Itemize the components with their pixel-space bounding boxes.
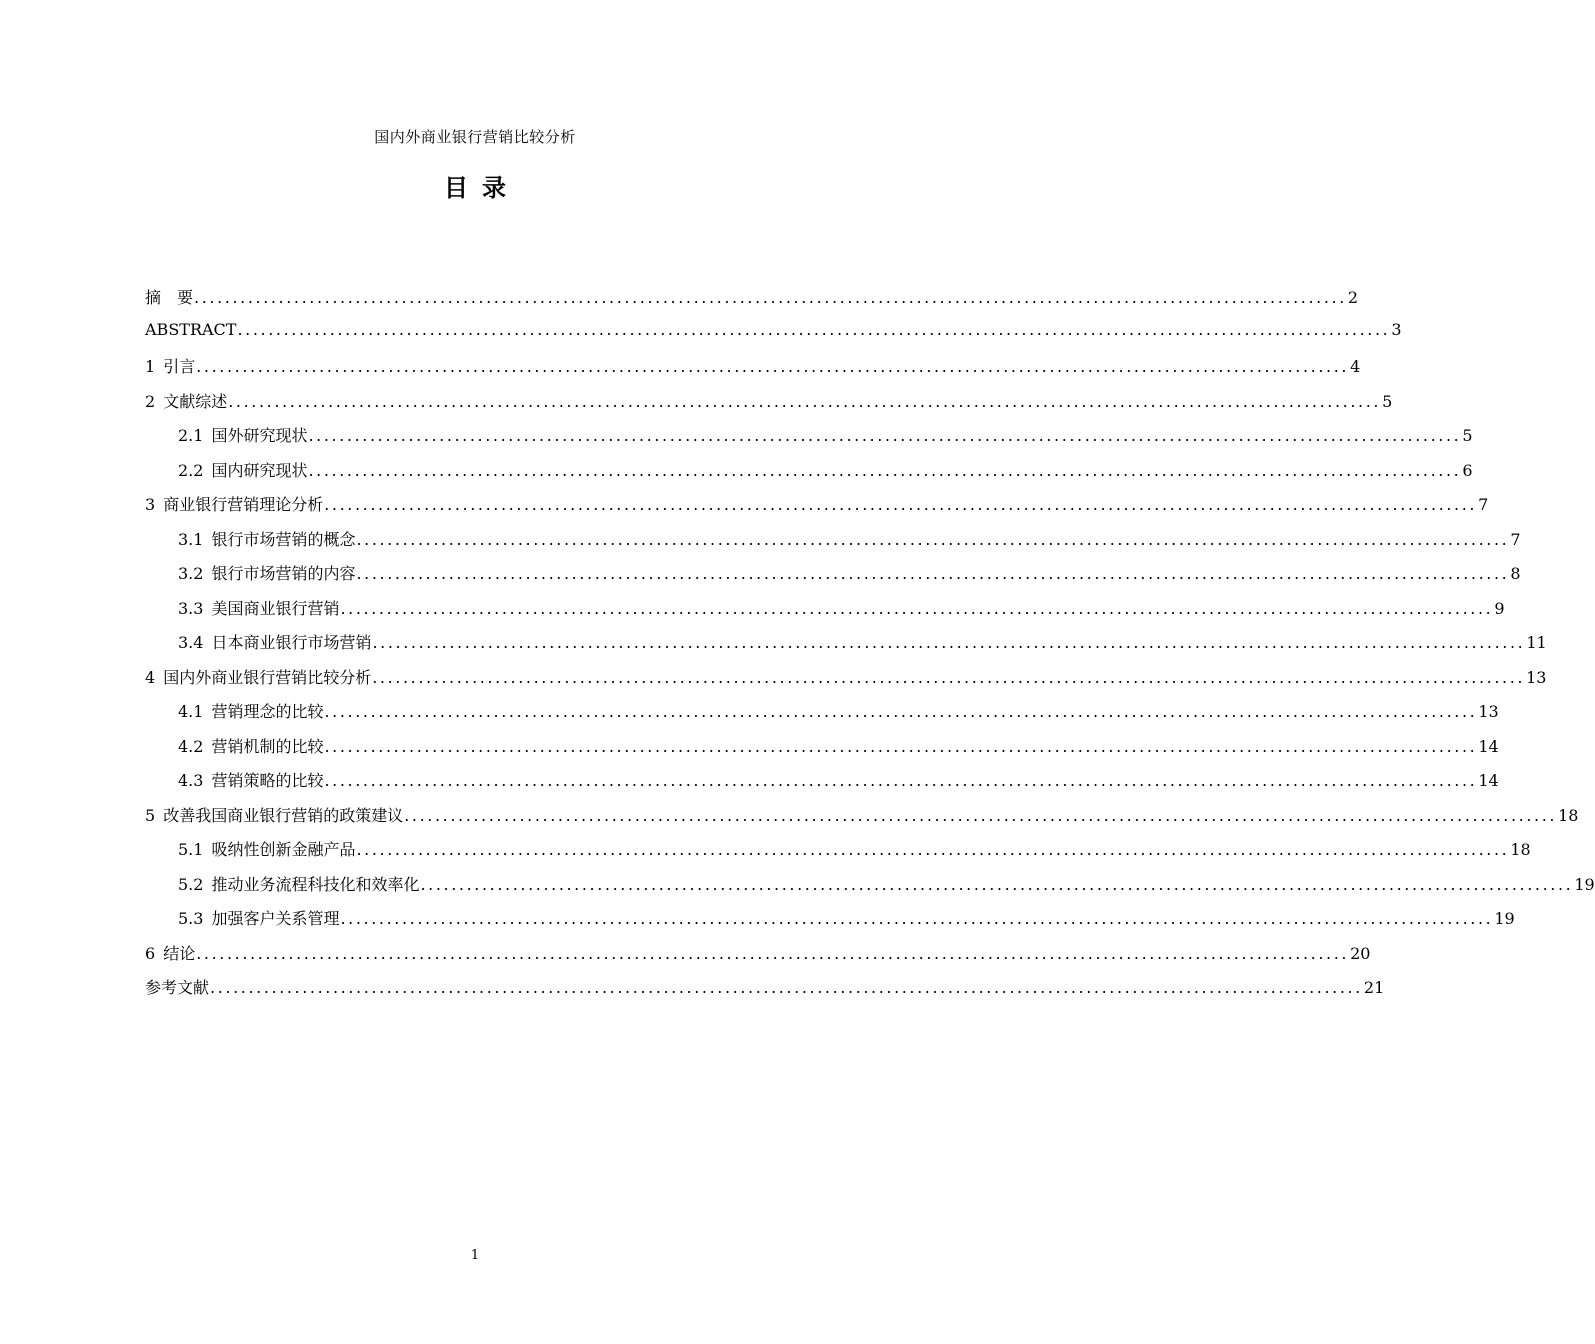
- toc-entry-page: 21: [1363, 978, 1385, 997]
- toc-entry[interactable]: [145, 458, 1473, 493]
- toc-entry-text: 国内外商业银行营销比较分析: [163, 667, 372, 687]
- toc-entry-label: [178, 768, 323, 791]
- toc-entry[interactable]: [145, 665, 1547, 700]
- toc-entry[interactable]: [145, 423, 1473, 458]
- toc-entry-label: [178, 906, 339, 929]
- toc-leader: ......................................................................................................................................................: [372, 667, 1526, 687]
- toc-entry-text: 吸纳性创新金融产品: [211, 840, 356, 859]
- toc-entry-text: 摘 要: [145, 288, 194, 307]
- toc-entry-label: [145, 492, 323, 515]
- toc-leader: ......................................................................................................................................................: [404, 805, 1558, 825]
- toc-entry[interactable]: [145, 941, 1371, 976]
- toc-entry-page: 9: [1494, 598, 1505, 618]
- toc-entry-page: 11: [1526, 633, 1547, 652]
- toc-entry-page: 18: [1558, 805, 1579, 825]
- toc-leader: ......................................................................................................................................................: [324, 771, 1478, 790]
- toc-entry-text: 推动业务流程科技化和效率化: [211, 874, 420, 894]
- toc-entry-label: [178, 423, 307, 446]
- toc-entry-page: 14: [1478, 736, 1499, 756]
- toc-leader: ......................................................................................................................................................: [324, 495, 1478, 514]
- toc-leader: ......................................................................................................................................................: [324, 736, 1478, 756]
- toc-entry-number: 3: [145, 495, 156, 514]
- toc-entry-page: 14: [1478, 771, 1499, 790]
- toc-entry-page: 6: [1462, 460, 1473, 480]
- toc-entry-number: 3.2: [178, 564, 204, 583]
- toc-entry-page: 7: [1478, 495, 1489, 514]
- toc-entry-label: [145, 320, 236, 339]
- toc-entry-text: 银行市场营销的概念: [211, 529, 356, 549]
- toc-leader: ......................................................................................................................................................: [196, 943, 1350, 963]
- toc-entry-label: [145, 354, 195, 377]
- toc-entry[interactable]: [145, 906, 1515, 941]
- toc-leader: ......................................................................................................................................................: [340, 598, 1494, 618]
- toc-entry-label: [178, 699, 323, 722]
- toc-entry[interactable]: [145, 734, 1499, 769]
- toc-entry[interactable]: [145, 596, 1505, 631]
- toc-leader: ......................................................................................................................................................: [340, 909, 1494, 928]
- toc-entry-text: 引言: [163, 357, 196, 376]
- toc-entry-page: 5: [1382, 391, 1393, 411]
- toc-entry-text: ABSTRACT: [145, 319, 237, 339]
- toc-entry-number: 5.1: [178, 840, 204, 859]
- toc-leader: ......................................................................................................................................................: [356, 840, 1510, 859]
- toc-leader: ......................................................................................................................................................: [324, 702, 1478, 721]
- toc-entry[interactable]: [145, 389, 1393, 424]
- toc-leader: ......................................................................................................................................................: [356, 564, 1510, 583]
- toc-entry-number: 5.3: [178, 909, 204, 928]
- toc-entry-text: 营销机制的比较: [211, 736, 324, 756]
- toc-entry[interactable]: [145, 527, 1521, 562]
- toc-entry-text: 营销策略的比较: [211, 771, 324, 790]
- toc-entry[interactable]: [145, 630, 1547, 665]
- toc-entry-label: [145, 975, 209, 998]
- toc-entry-number: 5: [145, 805, 156, 825]
- toc-entry-text: 商业银行营销理论分析: [163, 495, 324, 514]
- toc-entry-text: 改善我国商业银行营销的政策建议: [163, 805, 404, 825]
- toc-entry-page: 19: [1494, 909, 1515, 928]
- toc-entry-number: 2.2: [178, 460, 204, 480]
- toc-entry-number: 4: [145, 667, 156, 687]
- toc-entry-page: 18: [1510, 840, 1531, 859]
- toc-entry-text: 国内研究现状: [211, 460, 308, 480]
- toc-entry[interactable]: [145, 768, 1499, 803]
- toc-entry-label: [178, 872, 419, 895]
- toc-entry-label: [178, 561, 355, 584]
- toc-entry-text: 结论: [163, 943, 196, 963]
- toc-entry-page: 7: [1510, 529, 1521, 549]
- toc-entry[interactable]: [145, 975, 1385, 1010]
- toc-entry-label: [145, 941, 195, 964]
- toc-entry-number: 4.3: [178, 771, 204, 790]
- toc-leader: ......................................................................................................................................................: [196, 357, 1350, 376]
- toc-entry[interactable]: [145, 319, 1402, 355]
- toc-entry-number: 4.2: [178, 736, 204, 756]
- toc-entry-page: 2: [1347, 288, 1359, 307]
- toc-leader: ......................................................................................................................................................: [228, 391, 1382, 411]
- toc-entry-page: 19: [1574, 874, 1595, 894]
- toc-title: 目录: [444, 173, 520, 202]
- toc-entry-number: 3.1: [178, 529, 204, 549]
- toc-entry-number: 1: [145, 357, 156, 376]
- toc-leader: ......................................................................................................................................................: [308, 426, 1462, 445]
- toc-entry[interactable]: [145, 285, 1359, 320]
- toc-entry-label: [145, 803, 403, 826]
- toc-entry[interactable]: [145, 872, 1595, 907]
- toc-entry[interactable]: [145, 699, 1499, 734]
- toc-entry-text: 加强客户关系管理: [211, 909, 340, 928]
- toc-entry-label: [178, 458, 307, 481]
- toc-entry-text: 营销理念的比较: [211, 702, 324, 721]
- toc-entry[interactable]: [145, 837, 1531, 872]
- toc-entry-text: 文献综述: [163, 391, 228, 411]
- toc-entry-text: 国外研究现状: [211, 426, 308, 445]
- toc-entry-page: 13: [1526, 667, 1547, 687]
- toc-leader: ......................................................................................................................................................: [308, 460, 1462, 480]
- toc-entry-text: 美国商业银行营销: [211, 598, 340, 618]
- toc-entry-number: 4.1: [178, 702, 204, 721]
- toc-entry-number: 3.4: [178, 633, 204, 652]
- toc-entry-label: [145, 285, 193, 308]
- toc-entry-label: [145, 665, 371, 688]
- toc-entry-page: 4: [1350, 357, 1361, 376]
- toc-entry-label: [145, 389, 227, 412]
- toc-entry[interactable]: [145, 492, 1489, 527]
- toc-entry-page: 8: [1510, 564, 1521, 583]
- toc-entry-number: 2.1: [178, 426, 204, 445]
- toc-entry-number: 6: [145, 943, 156, 963]
- running-header: 国内外商业银行营销比较分析: [374, 128, 576, 146]
- toc-leader: ......................................................................................................................................................: [210, 978, 1363, 997]
- toc-leader: ......................................................................................................................................................: [372, 633, 1526, 652]
- toc-entry-page: 3: [1391, 319, 1402, 339]
- toc-entry-page: 13: [1478, 702, 1499, 721]
- toc-leader: ......................................................................................................................................................: [194, 288, 1347, 307]
- toc-entry-label: [178, 527, 355, 550]
- toc-entry-number: 3.3: [178, 598, 204, 618]
- toc-entry-page: 20: [1350, 943, 1371, 963]
- toc-leader: ......................................................................................................................................................: [237, 319, 1391, 339]
- toc-entry-label: [178, 596, 339, 619]
- page-number: 1: [470, 1248, 480, 1263]
- toc-entry-label: [178, 837, 355, 860]
- toc-entry-number: 5.2: [178, 874, 204, 894]
- toc-entry-text: 参考文献: [145, 978, 210, 997]
- toc-entry-page: 5: [1462, 426, 1473, 445]
- toc-entry[interactable]: [145, 354, 1361, 389]
- toc-leader: ......................................................................................................................................................: [356, 529, 1510, 549]
- toc-entry-number: 2: [145, 391, 156, 411]
- table-of-contents: [145, 285, 1595, 1010]
- toc-entry-text: 日本商业银行市场营销: [211, 633, 372, 652]
- toc-entry[interactable]: [145, 561, 1521, 596]
- toc-entry-label: [178, 734, 323, 757]
- toc-leader: ......................................................................................................................................................: [420, 874, 1574, 894]
- toc-entry-text: 银行市场营销的内容: [211, 564, 356, 583]
- toc-entry-label: [178, 630, 371, 653]
- toc-entry[interactable]: [145, 803, 1579, 838]
